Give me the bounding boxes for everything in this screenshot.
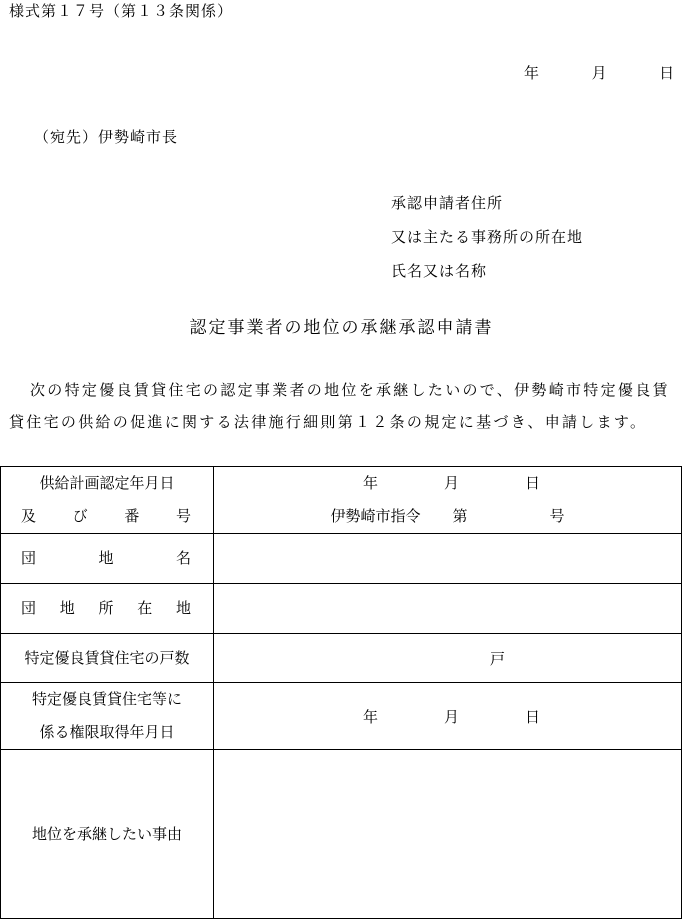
acquisition-date-label — [1, 683, 214, 750]
label-char: 名 — [175, 549, 191, 567]
body-paragraph: 次の特定優良賃貸住宅の認定事業者の地位を承継したいので、伊勢崎市特定優良賃貸住宅の供給の促進に関する法律施行細則第１２条の規定に基づき、申請します。 — [9, 381, 670, 431]
label-char: 地 — [59, 599, 75, 617]
label-char: 団 — [21, 549, 37, 567]
estate-name-value[interactable] — [214, 534, 682, 584]
estate-location-value[interactable] — [214, 584, 682, 634]
form-number: 様式第１７号（第１３条関係） — [9, 2, 234, 20]
table-row-estate-location — [1, 584, 682, 634]
estate-location-label — [1, 584, 214, 634]
month-label: 月 — [443, 474, 459, 492]
plan-approval-date — [214, 467, 681, 500]
date-day: 日 — [659, 64, 675, 82]
applicant-office-label: 又は主たる事務所の所在地 — [391, 228, 584, 246]
table-row-succession-reason — [1, 750, 682, 919]
label-char: 及 — [21, 507, 37, 525]
acquisition-date-value[interactable] — [214, 683, 682, 750]
estate-name-label — [1, 534, 214, 584]
table-row-estate-name — [1, 534, 682, 584]
unit-count-suffix: 戸 — [489, 649, 505, 668]
label-char: 在 — [137, 599, 153, 617]
table-row-plan-approval — [1, 467, 682, 534]
day-label: 日 — [525, 707, 541, 726]
label-char: 番 — [124, 507, 140, 525]
acquisition-date-label-line1: 特定優良賃貸住宅等に — [31, 690, 182, 708]
applicant-address-label: 承認申請者住所 — [391, 194, 504, 212]
table-row-acquisition-date — [1, 683, 682, 750]
cert-go: 号 — [549, 507, 565, 525]
addressee: （宛先）伊勢崎市長 — [34, 128, 179, 146]
month-label: 月 — [443, 707, 459, 726]
label-char: 号 — [175, 507, 191, 525]
application-date — [524, 62, 674, 83]
unit-count-label: 特定優良賃貸住宅の戸数 — [1, 634, 214, 683]
plan-approval-label — [1, 467, 214, 534]
year-label: 年 — [362, 474, 378, 492]
plan-approval-number — [214, 500, 681, 533]
label-char: び — [72, 507, 88, 525]
plan-approval-label-line1: 供給計画認定年月日 — [39, 474, 175, 492]
acquisition-date-label-line2: 係る権限取得年月日 — [39, 723, 175, 741]
document-title: 認定事業者の地位の承継承認申請書 — [189, 318, 494, 338]
unit-count-value[interactable] — [214, 634, 682, 683]
label-char: 地 — [98, 549, 114, 567]
label-char: 所 — [98, 599, 114, 617]
year-label: 年 — [362, 707, 378, 726]
label-char: 地 — [175, 599, 191, 617]
plan-approval-label-line2 — [1, 500, 213, 533]
plan-approval-value[interactable] — [214, 467, 682, 534]
application-table — [0, 466, 682, 919]
table-row-unit-count — [1, 634, 682, 683]
date-month: 月 — [591, 64, 607, 82]
label-char: 団 — [21, 599, 37, 617]
applicant-name-label: 氏名又は名称 — [391, 262, 488, 280]
acquisition-date — [214, 706, 681, 727]
succession-reason-label: 地位を承継したい事由 — [1, 750, 214, 919]
cert-prefix: 伊勢崎市指令 — [330, 507, 421, 525]
day-label: 日 — [525, 474, 541, 492]
succession-reason-value[interactable] — [214, 750, 682, 919]
date-year: 年 — [524, 64, 540, 82]
cert-dai: 第 — [452, 507, 468, 525]
